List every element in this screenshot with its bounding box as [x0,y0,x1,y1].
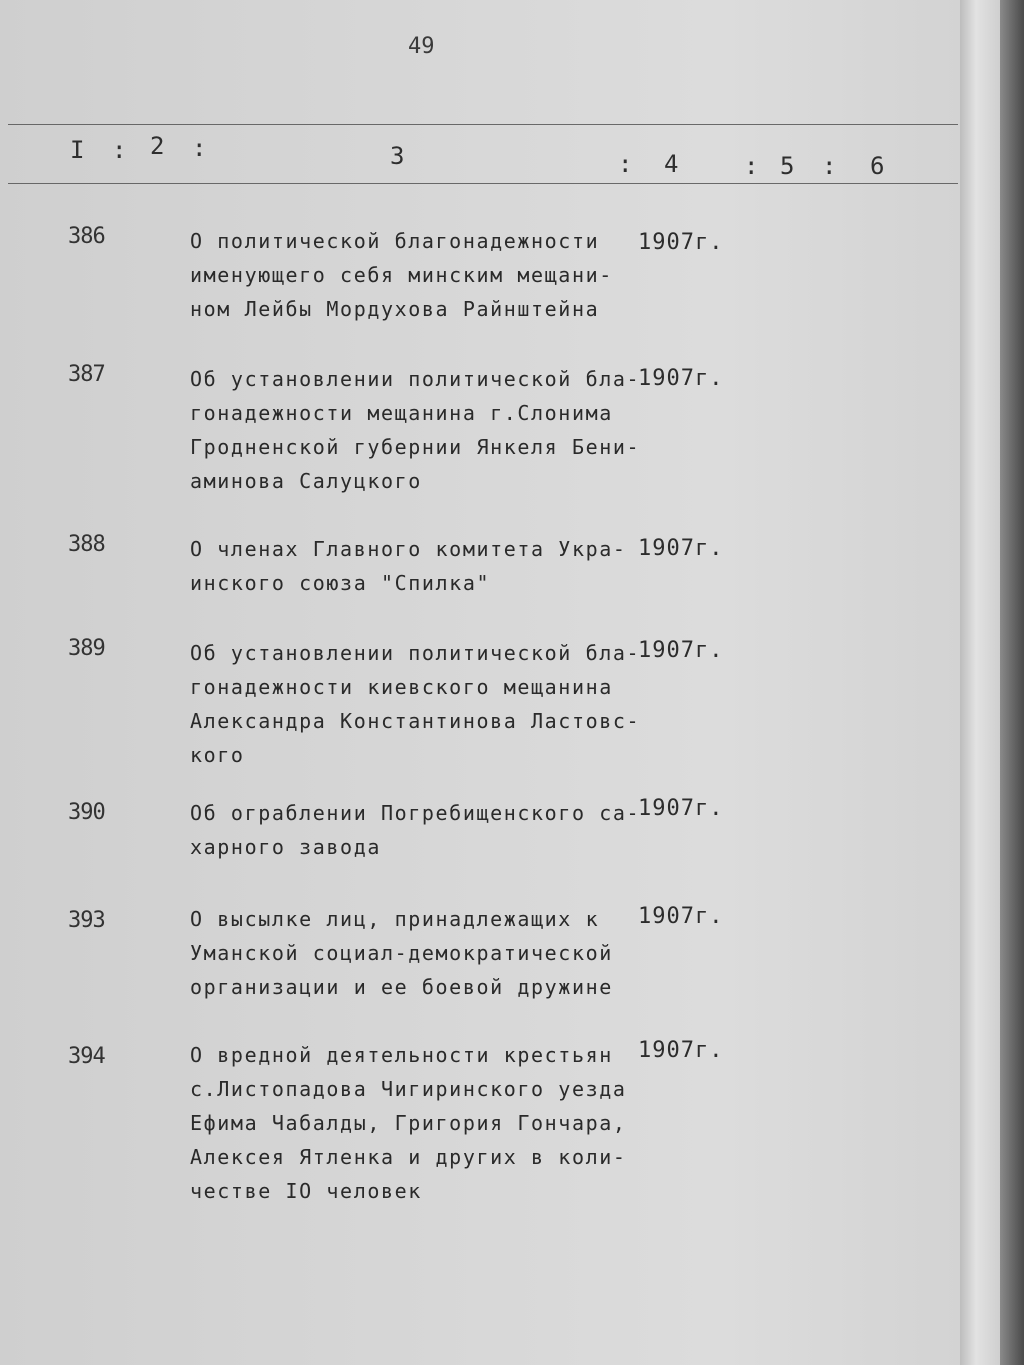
entry-number: 393 [68,908,105,933]
column-separator: : [822,152,837,180]
description-line: О членах Главного комитета Укра- [190,537,627,561]
column-header-2: 2 [150,132,165,160]
entry-number: 388 [68,532,105,557]
column-separator: : [112,136,127,164]
column-header-4: 4 [664,150,679,178]
entry-description [190,1038,630,1208]
entry-number: 389 [68,636,105,661]
background-shadow [1000,0,1024,1365]
entry-date: 1907г. [638,1038,724,1063]
entry-description [190,224,630,326]
entry-date: 1907г. [638,230,724,255]
column-header-3: 3 [390,142,405,170]
header-bottom-rule [8,183,958,184]
entry-description [190,796,641,864]
description-line: ном Лейбы Мордухова Райнштейна [190,297,600,321]
column-separator: : [744,152,759,180]
entry-number: 390 [68,800,105,825]
description-line: именующего себя минским мещани- [190,263,613,287]
description-line: Алексея Ятленка и других в коли- [190,1145,627,1169]
description-line: О вредной деятельности крестьян [190,1043,613,1067]
description-line: гонадежности киевского мещанина [190,675,613,699]
description-line: Уманской социал-демократической [190,941,613,965]
entry-description [190,636,641,772]
column-separator: : [618,150,633,178]
entry-date: 1907г. [638,638,724,663]
header-top-rule [8,124,958,125]
description-line: харного завода [190,835,381,859]
entry-number: 394 [68,1044,105,1069]
page-number: 49 [408,34,435,59]
entry-number: 386 [68,224,105,249]
entry-date: 1907г. [638,904,724,929]
description-line: гонадежности мещанина г.Слонима [190,401,613,425]
description-line: организации и ее боевой дружине [190,975,613,999]
entry-date: 1907г. [638,536,724,561]
entry-description [190,532,630,600]
description-line: Об установлении политической бла- [190,367,641,391]
description-line: аминова Салуцкого [190,469,422,493]
description-line: О политической благонадежности [190,229,600,253]
column-header-6: 6 [870,152,885,180]
description-line: инского союза "Спилка" [190,571,491,595]
entry-date: 1907г. [638,796,724,821]
description-line: кого [190,743,245,767]
column-separator: : [192,134,207,162]
column-header-5: 5 [780,152,795,180]
description-line: Об ограблении Погребищенского са- [190,801,641,825]
column-header-1: I [70,136,85,164]
entry-date: 1907г. [638,366,724,391]
description-line: честве IO человек [190,1179,422,1203]
description-line: Об установлении политической бла- [190,641,641,665]
entry-description [190,902,630,1004]
description-line: Александра Константинова Ластовс- [190,709,641,733]
description-line: Ефима Чабалды, Григория Гончара, [190,1111,627,1135]
description-line: с.Листопадова Чигиринского уезда [190,1077,627,1101]
description-line: О высылке лиц, принадлежащих к [190,907,600,931]
description-line: Гродненской губернии Янкеля Бени- [190,435,641,459]
stacked-page-edge [960,0,1000,1365]
entry-number: 387 [68,362,105,387]
entry-description [190,362,641,498]
